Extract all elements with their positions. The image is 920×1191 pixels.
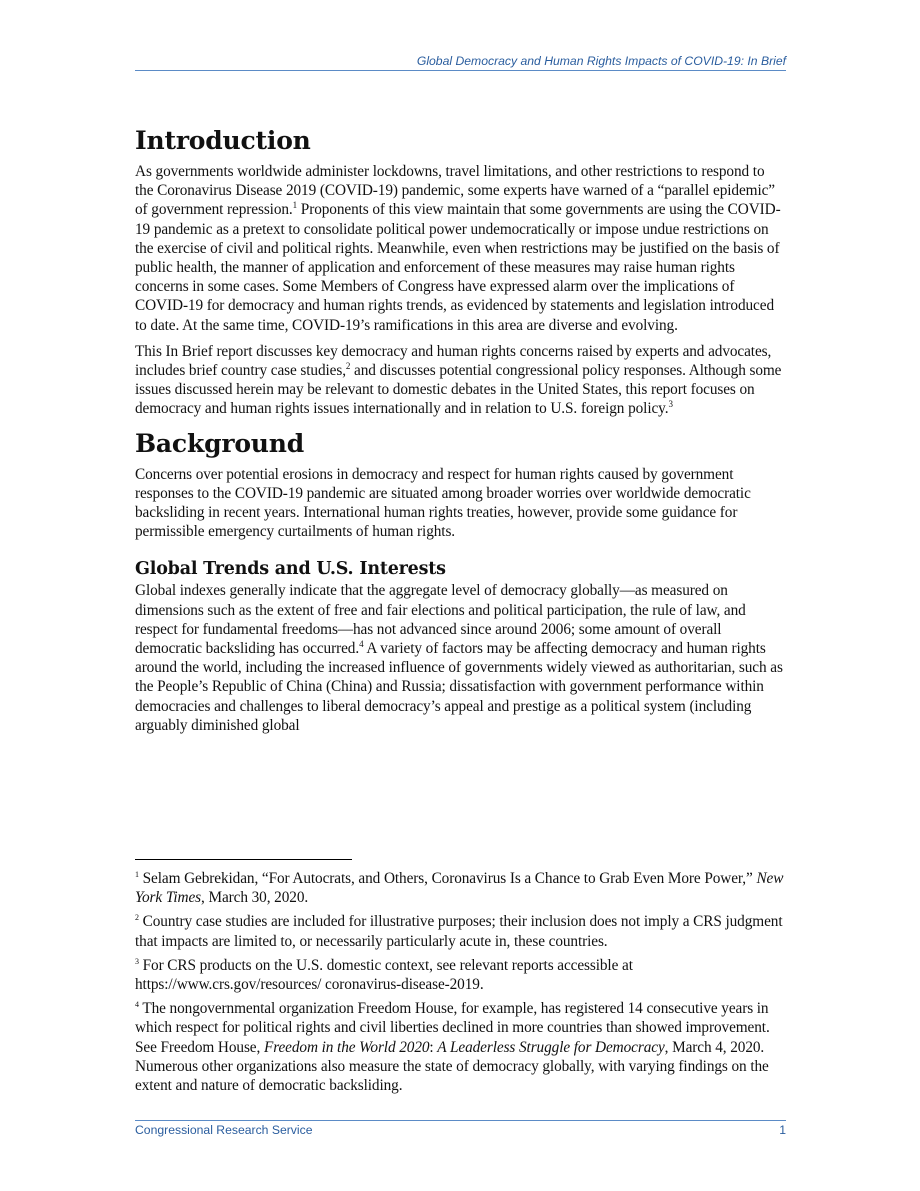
page-number: 1 — [779, 1123, 786, 1137]
footnote-text: Selam Gebrekidan, “For Autocrats, and Others, Coronavirus Is a Chance to Grab Even More Power,” — [138, 870, 757, 887]
header-rule — [135, 70, 786, 71]
footnote-3 — [135, 956, 786, 994]
footnote-text: The nongovernmental organization Freedom House, for example, has registered 14 consecutive years in which respect for political rights and civil liberties declined in more countries than showed improvement. See Freedom House, — [135, 1000, 770, 1056]
main-content — [135, 124, 786, 742]
global-trends-paragraph-1 — [135, 581, 786, 735]
intro-p2-text-b: and discusses potential congressional policy responses. Although some issues discussed herein may be relevant to domestic debates in the United States, this report focuses on democracy and human rights issues internationally and in relation to U.S. foreign policy. — [135, 362, 782, 418]
introduction-heading: Introduction — [135, 126, 311, 155]
footnote-ref-4[interactable]: 4 — [359, 638, 364, 649]
background-paragraph-1: Concerns over potential erosions in democracy and respect for human rights caused by government responses to the COVID-19 pandemic are situated among broader worries over worldwide democratic backsliding in recent years. International human rights treaties, however, provide some guidance for permissible emergency curtailments of human rights. — [135, 465, 751, 541]
introduction-paragraph-2 — [135, 342, 786, 419]
intro-p2-text-a: This In Brief report discusses key democracy and human rights concerns raised by experts and advocates, includes brief country case studies, — [135, 342, 772, 380]
footnote-text: For CRS products on the U.S. domestic context, see relevant reports accessible at https://www.crs.gov/resources/ coronavirus-disease-2019. — [135, 956, 633, 994]
footnotes — [135, 869, 786, 1100]
footnote-text: , March 30, 2020. — [201, 889, 309, 907]
footnote-number: 1 — [135, 869, 139, 879]
footnote-number: 2 — [135, 913, 139, 923]
footnote-2 — [135, 912, 786, 950]
footnote-number: 4 — [135, 1000, 139, 1010]
footnote-text: , March 4, 2020. Numerous other organizations also measure the state of democracy globally, with varying findings on the extent and nature of democratic backsliding. — [135, 1038, 769, 1095]
trends-p1-text-b: A variety of factors may be affecting democracy and human rights around the world, including the increased influence of governments widely viewed as authoritarian, such as the People’s Republic of China (China) and Russia; dissatisfaction with government performance within democracies and challenges to liberal democracy’s appeal and prestige as a political system (including arguably diminished global — [135, 640, 783, 734]
footnote-number: 3 — [135, 956, 139, 966]
background-heading: Background — [135, 428, 305, 458]
footnote-ref-2[interactable]: 2 — [345, 360, 351, 371]
running-header: Global Democracy and Human Rights Impacts of COVID-19: In Brief — [416, 54, 786, 68]
trends-p1-text-a: Global indexes generally indicate that the aggregate level of democracy globally—as measured on dimensions such as the extent of free and fair elections and political participation, the rule of law, and respect for fundamental freedoms—has not advanced since around 2006; some amount of overall democratic backsliding has occurred. — [135, 582, 746, 658]
footnote-title: New York Times — [135, 870, 784, 907]
footnote-separator — [135, 859, 352, 860]
global-trends-heading: Global Trends and U.S. Interests — [135, 559, 446, 580]
intro-p1-text-b: Proponents of this view maintain that some governments are using the COVID-19 pandemic as a pretext to consolidate political power undemocratically or impose undue restrictions on the exercise of civil and political rights. Meanwhile, even when restrictions may be justified on the basis of public health, the manner of application and enforcement of these measures may raise human rights concerns in some cases. Some Members of Congress have expressed alarm over the implications of COVID-19 for democracy and human rights trends, as evidenced by statements and legislation introduced to date. At the same time, COVID-19’s ramifications in this area are diverse and evolving. — [135, 201, 781, 334]
intro-p1-text-a: As governments worldwide administer lockdowns, travel limitations, and other restrictions to respond to the Coronavirus Disease 2019 (COVID-19) pandemic, some experts have warned of a “parallel epidemic” of government repression. — [135, 163, 775, 219]
footnote-subtitle: A Leaderless Struggle for Democracy — [437, 1038, 665, 1056]
footnote-ref-3[interactable]: 3 — [668, 399, 673, 410]
footnote-title: Freedom in the World 2020 — [263, 1038, 430, 1056]
introduction-paragraph-1 — [135, 162, 786, 335]
footnote-text: Country case studies are included for illustrative purposes; their inclusion does not imply a CRS judgment that impacts are limited to, or necessarily particularly acute in, these countries. — [135, 913, 783, 950]
footnote-text: : — [429, 1038, 438, 1056]
footnote-1 — [135, 869, 786, 907]
footnote-4 — [135, 999, 786, 1095]
footnote-ref-1[interactable]: 1 — [292, 200, 298, 211]
footer-rule — [135, 1120, 786, 1121]
footer-publisher: Congressional Research Service — [135, 1123, 313, 1137]
